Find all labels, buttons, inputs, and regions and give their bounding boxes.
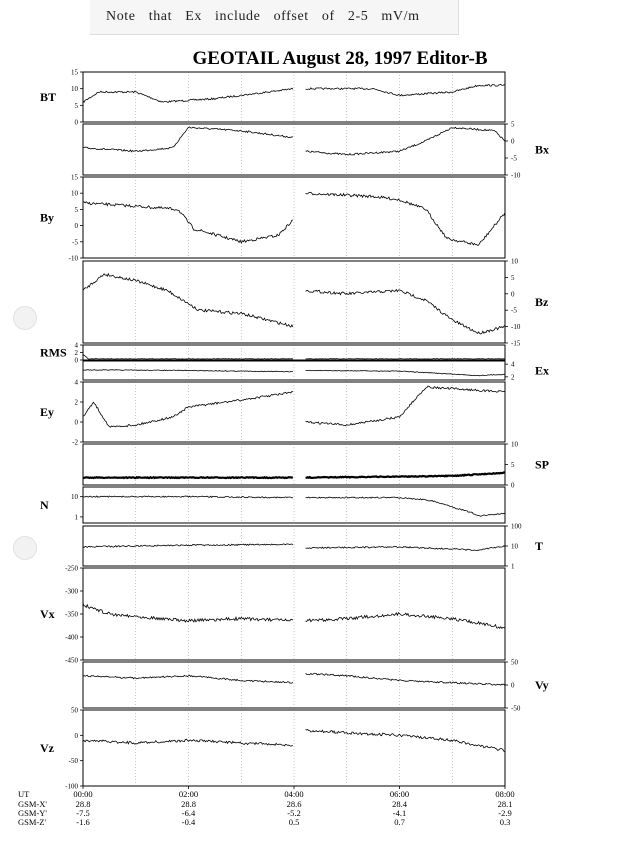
ephemeris-label: GSM-X'	[18, 799, 47, 809]
y-tick-label: 0	[511, 290, 515, 299]
y-tick-label: 50	[511, 658, 518, 667]
y-tick-label: -300	[65, 587, 78, 596]
ephemeris-value: -2.9	[498, 808, 512, 818]
y-tick-label: -450	[65, 656, 78, 665]
panel-label: RMS	[40, 345, 67, 360]
y-tick-label: 10	[71, 189, 78, 198]
y-tick-label: 1	[74, 513, 78, 522]
y-tick-label: -350	[65, 610, 78, 619]
y-tick-label: 50	[71, 706, 78, 715]
series-line	[306, 290, 505, 335]
y-tick-label: 15	[71, 68, 78, 77]
y-tick-label: 15	[71, 173, 78, 182]
ephemeris-value: -5.2	[287, 808, 301, 818]
y-tick-label: 10	[71, 493, 78, 502]
series-line	[83, 370, 293, 372]
ephemeris-label: GSM-Y'	[18, 808, 47, 818]
series-line	[306, 386, 505, 426]
x-axis-label: UT	[18, 789, 30, 799]
y-tick-label: 5	[511, 120, 515, 129]
y-tick-label: -10	[68, 254, 78, 263]
series-line	[306, 472, 505, 478]
panel-label: T	[535, 539, 544, 553]
y-tick-label: 10	[71, 85, 78, 94]
y-tick-label: 10	[511, 257, 518, 266]
panel-label: Bx	[535, 142, 550, 157]
y-tick-label: 0	[511, 681, 515, 690]
y-tick-label: -10	[511, 171, 521, 180]
series-line	[83, 675, 293, 683]
x-tick-label: 00:00	[73, 789, 93, 799]
y-tick-label: -5	[511, 154, 517, 163]
offset-note-text: Note that Ex include offset of 2-5 mV/m	[106, 9, 420, 24]
x-tick-label: 04:00	[284, 789, 304, 799]
series-line	[83, 477, 293, 478]
y-tick-label: -10	[511, 323, 521, 332]
series-line	[306, 730, 505, 752]
ephemeris-value: 28.8	[75, 799, 91, 809]
y-tick-label: 0	[511, 137, 515, 146]
panel-label: Vy	[535, 678, 549, 692]
y-tick-label: 4	[511, 360, 515, 369]
y-tick-label: -250	[65, 564, 78, 573]
y-tick-label: -5	[72, 238, 78, 247]
series-line	[306, 192, 505, 245]
series-line	[83, 127, 293, 152]
y-tick-label: 5	[511, 273, 515, 282]
panel-label: Vz	[40, 741, 54, 755]
ephemeris-value: -6.4	[181, 808, 196, 818]
y-tick-label: 0	[74, 356, 78, 365]
ephemeris-value: 28.8	[181, 799, 196, 809]
y-tick-label: -5	[511, 306, 517, 315]
panel-label: Bz	[535, 295, 549, 309]
series-line	[306, 85, 505, 96]
series-line	[83, 603, 293, 622]
y-tick-label: -50	[511, 704, 521, 713]
y-tick-label: 2	[74, 398, 78, 407]
y-tick-label: 0	[511, 481, 515, 490]
series-line	[306, 127, 505, 155]
y-tick-label: -50	[68, 757, 78, 766]
y-tick-label: -400	[65, 633, 78, 642]
ephemeris-value: 28.1	[497, 799, 513, 809]
panel-label: Vx	[40, 607, 55, 621]
y-tick-label: 1	[511, 562, 515, 571]
x-tick-label: 08:00	[495, 789, 515, 799]
ephemeris-value: 0.7	[394, 817, 405, 827]
ephemeris-value: -7.5	[76, 808, 90, 818]
y-tick-label: 4	[74, 341, 78, 350]
y-tick-label: 2	[74, 349, 78, 357]
y-tick-label: 0	[74, 731, 78, 740]
x-tick-label: 06:00	[389, 789, 410, 799]
y-tick-label: 5	[74, 101, 78, 110]
series-line	[306, 613, 505, 629]
series-line	[306, 546, 505, 551]
y-tick-label: 0	[74, 418, 78, 427]
panel-label: Ey	[40, 405, 55, 419]
series-line	[83, 88, 293, 102]
y-tick-label: 10	[511, 440, 518, 449]
ephemeris-value: -1.6	[76, 817, 90, 827]
y-tick-label: 5	[511, 461, 515, 469]
ephemeris-value: -0.4	[181, 817, 196, 827]
x-tick-label: 02:00	[178, 789, 199, 799]
y-tick-label: -100	[65, 782, 78, 791]
panel-label: By	[40, 210, 55, 225]
panel-label: Ex	[535, 363, 550, 378]
ephemeris-value: 28.6	[286, 799, 302, 809]
y-tick-label: 10	[511, 542, 518, 551]
series-line	[83, 354, 293, 359]
series-line	[306, 370, 505, 376]
ephemeris-label: GSM-Z'	[18, 817, 46, 827]
y-tick-label: -15	[511, 339, 521, 348]
ephemeris-value: 28.4	[392, 799, 407, 809]
ephemeris-value: 0.5	[288, 817, 300, 827]
series-line	[83, 391, 293, 427]
y-tick-label: 0	[74, 118, 78, 127]
series-line	[83, 544, 293, 548]
series-line	[306, 673, 505, 685]
y-tick-label: 5	[74, 205, 78, 214]
y-tick-label: 0	[74, 222, 78, 231]
chart-title: GEOTAIL August 28, 1997 Editor-B	[192, 48, 488, 69]
series-line	[306, 497, 505, 516]
ephemeris-value: -4.1	[392, 808, 407, 818]
y-tick-label: 100	[511, 522, 522, 531]
ephemeris-value: 0.3	[499, 817, 511, 827]
panel-label: N	[40, 498, 49, 512]
panel-frame	[83, 710, 505, 786]
y-tick-label: 2	[511, 373, 515, 382]
series-line	[83, 274, 293, 327]
series-line	[83, 739, 293, 746]
y-tick-label: 4	[74, 378, 78, 387]
series-line	[83, 202, 293, 243]
panel-label: SP	[535, 457, 550, 472]
y-tick-label: -2	[72, 438, 78, 447]
panel-label: BT	[40, 90, 57, 104]
series-line	[83, 496, 293, 498]
